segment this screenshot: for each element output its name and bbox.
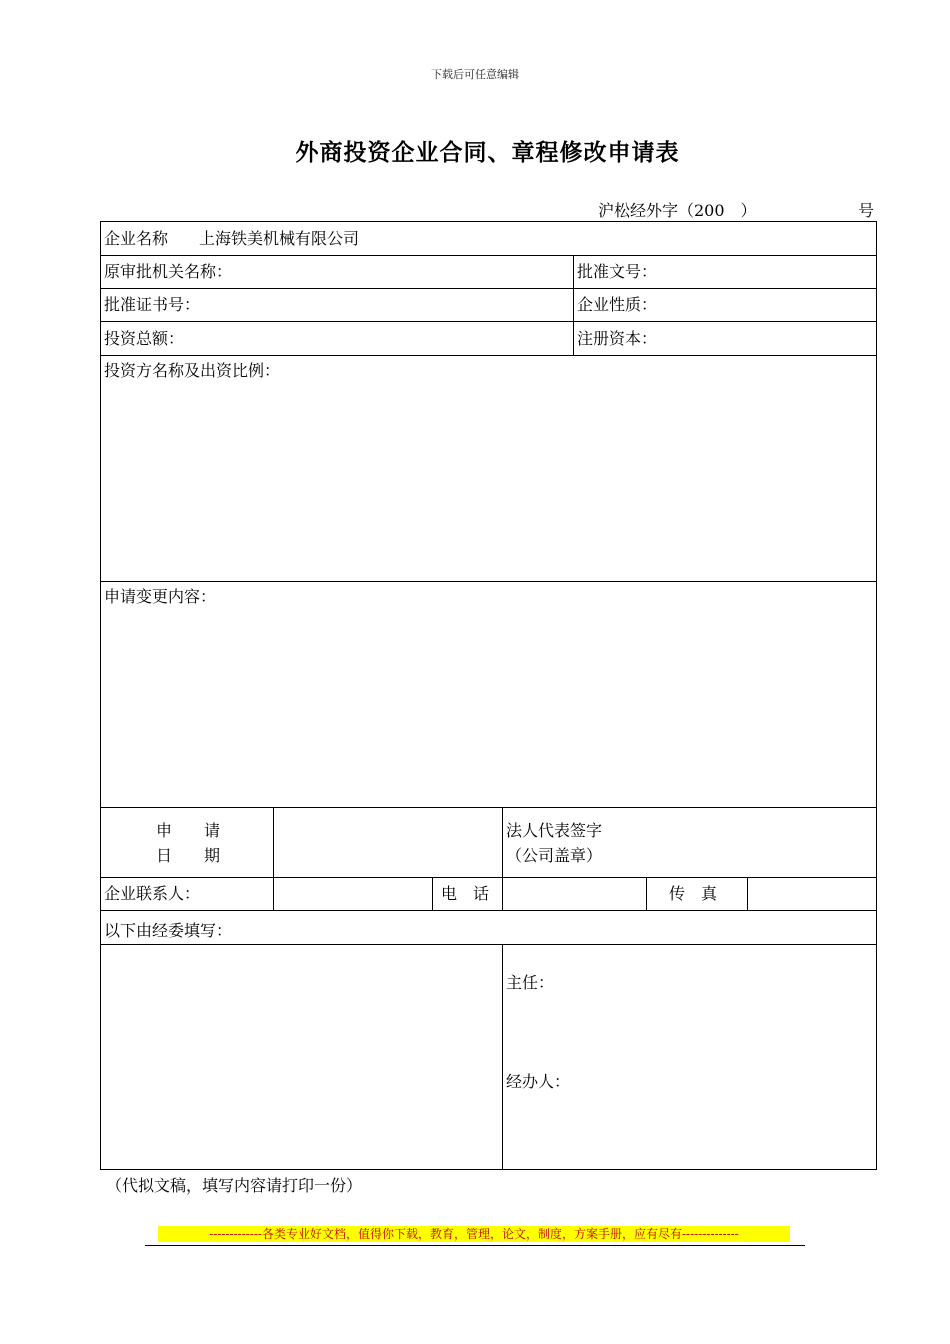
header-note: 下载后可任意编辑 [431, 68, 519, 81]
col-divider [432, 877, 433, 910]
registered-capital-label[interactable]: 注册资本： [577, 329, 658, 348]
col-divider [747, 877, 748, 910]
row-divider [101, 288, 876, 289]
company-seal-label: （公司盖章） [506, 846, 603, 865]
director-label[interactable]: 主任： [506, 973, 555, 992]
commission-section-label: 以下由经委填写： [104, 921, 233, 940]
phone-label: 电 话 [441, 884, 490, 903]
col-divider [273, 807, 274, 910]
approval-doc-no-label[interactable]: 批准文号： [577, 262, 658, 281]
row-divider [101, 581, 876, 582]
approval-cert-no-label[interactable]: 批准证书号： [104, 295, 201, 314]
handler-label[interactable]: 经办人： [506, 1072, 571, 1091]
row-divider [101, 910, 876, 911]
col-divider [502, 807, 503, 910]
company-name-label: 企业名称 [104, 229, 169, 248]
col-divider [573, 255, 574, 355]
doc-number-suffix: 号 [858, 201, 875, 220]
row-divider [101, 877, 876, 878]
banner-underline [145, 1245, 805, 1246]
original-approval-authority-label[interactable]: 原审批机关名称： [104, 262, 233, 281]
row-divider [101, 944, 876, 945]
page-title: 外商投资企业合同、章程修改申请表 [295, 139, 680, 166]
row-divider [101, 355, 876, 356]
footnote: （代拟文稿，填写内容请打印一份） [106, 1176, 363, 1195]
row-divider [101, 807, 876, 808]
contact-person-label: 企业联系人： [104, 884, 201, 903]
application-date-label-line2: 日 期 [156, 846, 221, 865]
fax-label: 传 真 [669, 884, 718, 903]
investors-ratio-label[interactable]: 投资方名称及出资比例： [104, 361, 281, 380]
company-name-value[interactable]: 上海铁美机械有限公司 [199, 229, 360, 248]
row-divider [101, 255, 876, 256]
promo-banner: -------------各类专业好文档，值得你下载，教育，管理，论文，制度，方案手册，应有尽有-------------- [158, 1226, 790, 1242]
row-divider [101, 321, 876, 322]
legal-rep-signature-label: 法人代表签字 [506, 821, 603, 840]
doc-number-prefix: 沪松经外字（200 ） [598, 201, 757, 220]
col-divider [502, 944, 503, 1169]
change-content-label[interactable]: 申请变更内容： [104, 587, 217, 606]
enterprise-nature-label[interactable]: 企业性质： [577, 295, 658, 314]
total-investment-label[interactable]: 投资总额： [104, 329, 185, 348]
col-divider [646, 877, 647, 910]
application-date-label-line1: 申 请 [156, 821, 221, 840]
application-form [100, 221, 877, 1170]
